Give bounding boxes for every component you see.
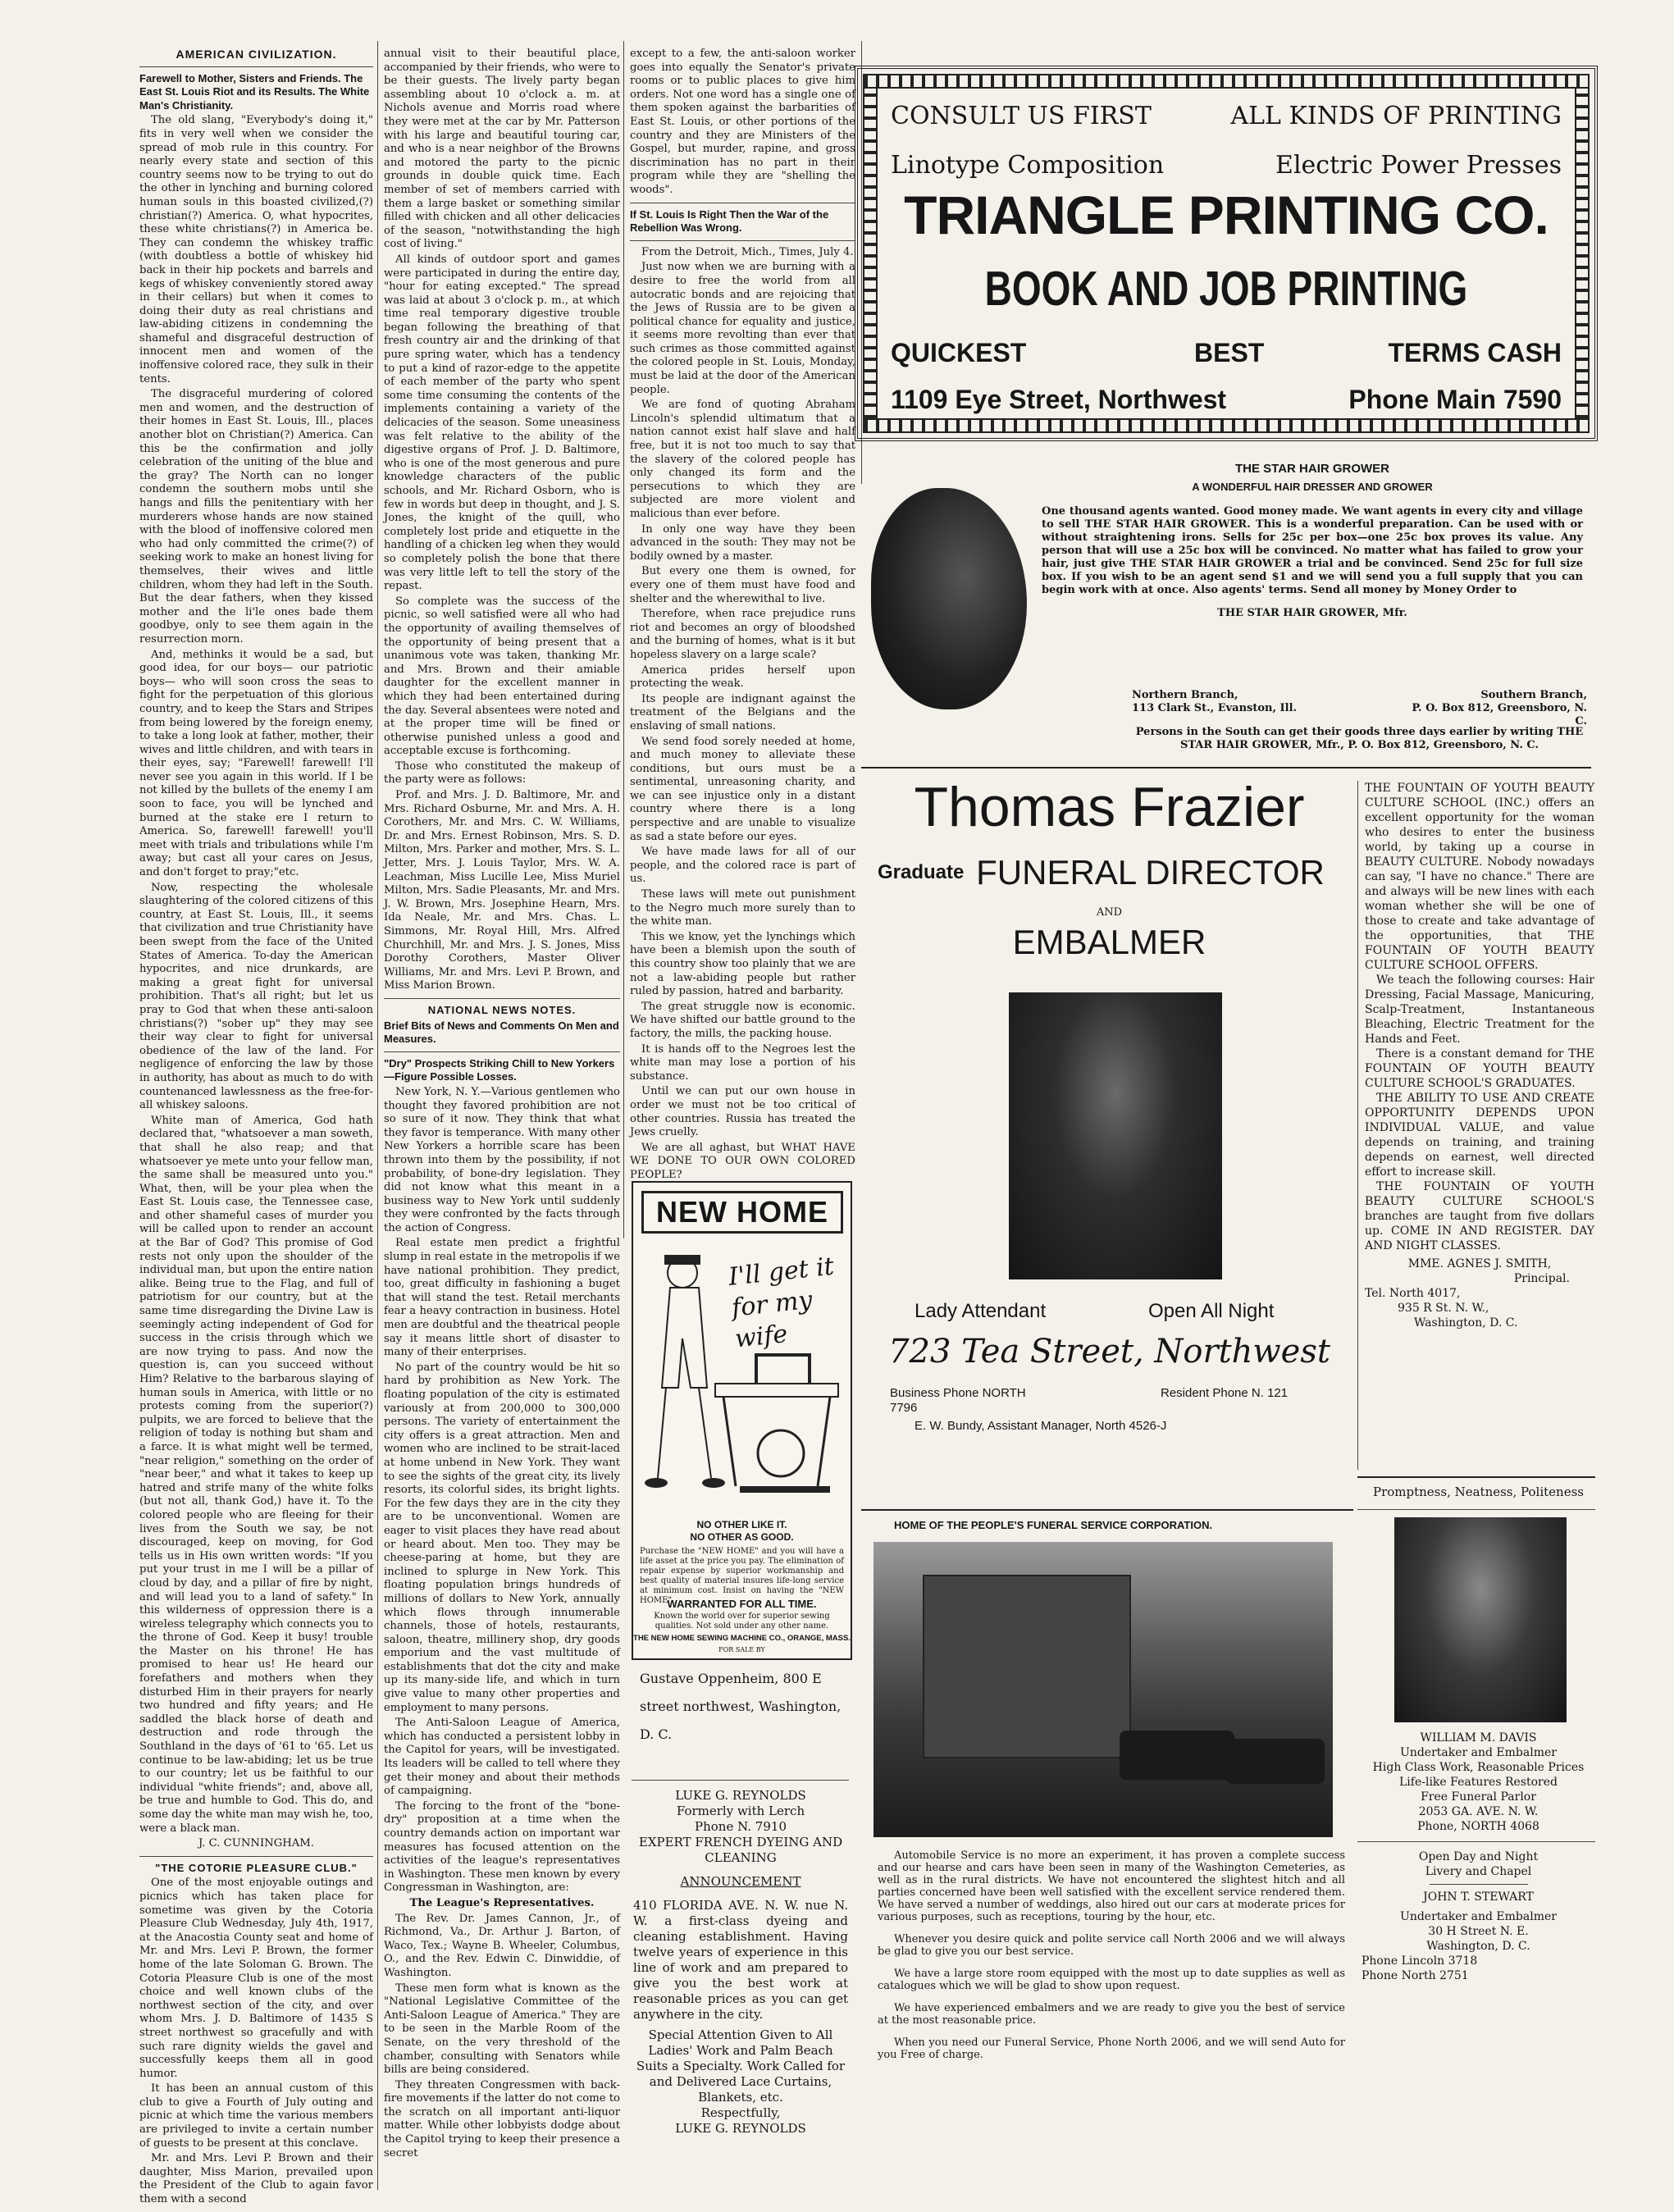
paragraph: We send food sorely needed at home, and much money to alleviate these conditions, but ours must be a sentimental, unreasoning charity, and we can see injustice only in a distant country where there is a long perspective and are unable to visualize as sad a state before our eyes. bbox=[630, 735, 855, 843]
stewart-line: Undertaker and Embalmer bbox=[1400, 1910, 1557, 1923]
star-southern-branch bbox=[1403, 689, 1587, 728]
newhome-forsale: FOR SALE BY bbox=[718, 1646, 765, 1653]
reynolds-closing: Respectfully, bbox=[700, 2105, 781, 2120]
branch-address: P. O. Box 812, Greensboro, N. C. bbox=[1412, 702, 1587, 727]
frazier-name: Thomas Frazier bbox=[914, 776, 1305, 838]
branch-label: Northern Branch, bbox=[1132, 689, 1238, 701]
article-subheading: Brief Bits of News and Comments On Men and Measures. bbox=[384, 1019, 619, 1046]
paragraph: When you need our Funeral Service, Phone North 2006, and we will send Auto for you Free of charge. bbox=[878, 2036, 1345, 2061]
paragraph: Automobile Service is no more an experiment, it has proven a complete success and our hearse and cars have been seen in many of the Washington Cemeteries, as well as in the rural districts. We have not encountered the slightest hitch and all parties concerned have been well satisfied with the excellent service rendered them. We have served a number of weddings, also hired out our cars at moderate prices for various purposes, such as receptions, touring by the hour, etc. bbox=[878, 1849, 1345, 1923]
divider bbox=[632, 1780, 849, 1781]
paragraph: The great struggle now is economic. We have shifted our battle ground to the factory, the mills, the packing house. bbox=[630, 1000, 855, 1040]
reynolds-line: Formerly with Lerch bbox=[676, 1804, 805, 1818]
stewart-phone: Phone North 2751 bbox=[1362, 1969, 1469, 1982]
paragraph: These men form what is known as the "National Legislative Committee of the Anti-Saloon League of America." They are to be seen in the Marble Room of the Senate, on the very threshold of the chamber, consulting with Senators while bills are being considered. bbox=[384, 1982, 620, 2077]
paragraph: Prof. and Mrs. J. D. Baltimore, Mr. and Mrs. Richard Osburne, Mr. and Mrs. A. H. Corothers, Mr. and Mrs. C. W. Williams, Dr. and Mrs. Ernest Robinson, Mrs. S. D. Milton, Mrs. Parker and mother, Mrs. S. L. Jetter, Mrs. J. Louis Taylor, Mrs. W. A. Leachman, Miss Lucille Lee, Miss Muriel Milton, Mrs. Sadie Pleasants, Mr. and Mrs. J. W. Brown, Mrs. Josephine Hearn, Mrs. Ida Neale, Mr. and Mrs. Chas. L. Simmons, Mr. Royal Hill, Mrs. Alfred Churchhill, Mr. and Mrs. J. S. Jones, Miss Dorothy Corothers, Master Oliver Williams, Mr. and Mrs. Levi P. Brown, and Miss Marion Brown. bbox=[384, 789, 620, 992]
hair-grower-portrait bbox=[871, 488, 1027, 709]
reynolds-signature: LUKE G. REYNOLDS bbox=[675, 2121, 806, 2136]
ornamental-border bbox=[1575, 87, 1590, 420]
triangle-tagline: ALL KINDS OF PRINTING bbox=[1230, 102, 1562, 130]
divider bbox=[861, 767, 1591, 768]
paragraph: One of the most enjoyable outings and picnics which has taken place for sometime was given by the Cotoria Pleasure Club Wednesday, July 4th, 1917, at the Anacostia County seat and home of Mr. and Mrs. Levi P. Brown, the former home of the late Soloman G. Brown. The Cotoria Pleasure Club is one of the most choice and well known clubs of the northwest section of the city, and over whom Mrs. J. D. Baltimore of 1435 S street northwest so gracefully and with such rare dignity wields the gavel and successfully keeps them all in good humor. bbox=[139, 1877, 373, 2080]
paragraph: All kinds of outdoor sport and games were participated in during the entire day, "hour for eating excepted." The spread was laid at about 3 o'clock p. m., at which time real temporary digestive trouble began following the breathing of that fresh country air and the drinking of that pure spring water, which has a tendency to put a kind of razor-edge to the appetite of each member of the party who spent some time consuming the contents of the implements containing a variety of the delicacies of the season. Some uneasiness was felt relative to the ability of the digestive organs of Prof. J. D. Baltimore, who is one of the most generous and pure knowledge characters of the public schools, and Mr. Richard Osborn, who is few in words but deep in thought, and J. S. Jones, the knight of the quill, who completely lost pride and etiquette in the handling of a chicken leg when they would so completely polish the bone that there was very little left to tell the story of the repast. bbox=[384, 253, 620, 593]
davis-portrait bbox=[1394, 1517, 1567, 1722]
newhome-body: Purchase the "NEW HOME" and you will have a life asset at the price you pay. The elimination of repair expense by superior workmanship and best quality of material insures life-long service at minimum cost. Insist on having the "NEW HOME". bbox=[640, 1547, 844, 1605]
article-heading: NATIONAL NEWS NOTES. bbox=[427, 1003, 577, 1016]
paragraph: There is a constant demand for THE FOUNTAIN OF YOUTH BEAUTY CULTURE SCHOOL'S GRADUATES. bbox=[1365, 1047, 1594, 1090]
frazier-and: AND bbox=[1096, 906, 1123, 919]
frazier-lady: Lady Attendant bbox=[915, 1300, 1047, 1322]
divider bbox=[861, 1509, 1353, 1511]
reynolds-announcement: ANNOUNCEMENT bbox=[680, 1874, 801, 1889]
building-shape bbox=[923, 1575, 1131, 1758]
paragraph: In only one way have they been advanced in the south: They may not be bodily owned by a master. bbox=[630, 522, 855, 563]
ornamental-border bbox=[863, 87, 878, 420]
triangle-feature: BEST bbox=[1194, 338, 1265, 367]
davis-line: Life-like Features Restored bbox=[1399, 1776, 1558, 1789]
youth-phone: Tel. North 4017, bbox=[1365, 1287, 1461, 1300]
frazier-business-phone: Business Phone NORTH 7796 bbox=[890, 1386, 1026, 1415]
branch-label: Southern Branch, bbox=[1480, 689, 1587, 701]
paragraph: The Rev. Dr. James Cannon, Jr., of Richmond, Va., Dr. Arthur J. Barton, of Waco, Tex.; Wayne B. Wheeler, Columbus, O., and the Rev. Edwin C. Dinwiddie, of Washington. bbox=[384, 1912, 620, 1979]
paragraph: The forcing to the front of the "bone-dry" proposition at a time when the country demands action on important war measures has focused attention on the activities of the league's representatives in Washington. These men known by every Congressman in Washington, are: bbox=[384, 1799, 620, 1895]
paragraph: We have experienced embalmers and we are ready to give you the best of service at the most reasonable price. bbox=[878, 2002, 1345, 2027]
paragraph: So complete was the success of the picnic, so well satisfied were all who had the opportunity of availing themselves of the opportunity of being present that a unanimous vote was taken, thanking Mr. and Mrs. Brown and their amiable daughter for the excellent manner in which they had been entertained during the day. Several absentees were noted and at the proper time will be fined or otherwise punished unless a good and acceptable excuse is forthcoming. bbox=[384, 595, 620, 758]
paragraph: New York, N. Y.—Various gentlemen who thought they favored prohibition are not so sure of it now. They think that what they favor is temperance. With many other New Yorkers a horrible scare has been thrown into them by the possibility, if not probability, of bone-dry legislation. They did not know what this meant in a business way to New York until suddenly they were confronted by the facts through the action of Congress. bbox=[384, 1085, 620, 1234]
stewart-line: Livery and Chapel bbox=[1425, 1865, 1532, 1878]
triangle-phone: Phone Main 7590 bbox=[1348, 385, 1562, 414]
star-title: THE STAR HAIR GROWER bbox=[1234, 462, 1390, 476]
paragraph: They threaten Congressmen with back-fire movements if the latter do not come to the scratch on all important anti-liquor matter. While other lobbyists dodge about the Capitol trying to keep their presence a secret bbox=[384, 2078, 620, 2160]
star-body: One thousand agents wanted. Good money made. We want agents in every city and village to sell THE STAR HAIR GROWER. This is a wonderful preparation. Can be used with or without straightening irons. Sells for 25c per box—one 25c box proves its value. Any person that will use a 25c box will be convinced. No matter what has failed to grow your hair, just give THE STAR HAIR GROWER a trial and be convinced. Send 25c for full size box. If you wish to be an agent send $1 and we will send you a full supply that you can begin work with at once. Also agents' terms. Send all money by Money Order to bbox=[1042, 505, 1583, 596]
peoples-heading: HOME OF THE PEOPLE'S FUNERAL SERVICE CORPORATION. bbox=[894, 1519, 1213, 1531]
article-subheading: Farewell to Mother, Sisters and Friends. The East St. Louis Riot and its Results. The White Man's Christianity. bbox=[139, 71, 370, 112]
paragraph: These laws will mete out punishment to the Negro much more surely than to the white man. bbox=[630, 888, 855, 928]
column-1 bbox=[139, 48, 373, 2206]
star-company: THE STAR HAIR GROWER, Mfr. bbox=[1217, 607, 1407, 619]
paragraph: The Anti-Saloon League of America, which has conducted a persistent lobby in the Capitol for years, will be investigated. Its leaders will be called to tell where they get their money and about their methods of campaigning. bbox=[384, 1717, 620, 1798]
paragraph: Just now when we are burning with a desire to free the world from all autocratic bonds and are rejoicing that the Jews of Russia are to be given a political chance for equality and justice, it seems more revolting than ever that such crimes as those committed against the colored people in St. Louis, Monday, must be laid at the door of the American people. bbox=[630, 261, 855, 396]
column-2 bbox=[384, 48, 620, 2196]
paragraph: Until we can put our own house in order we must not be too critical of other countries. Russia has treated the Jews cruelly. bbox=[630, 1085, 855, 1139]
paragraph: except to a few, the anti-saloon worker goes into equally the Senator's private rooms or to public places to give him orders. Not one word has a single one of them spoken against the barbarities of East St. Louis, or other portions of the country and they are Ministers of the Gospel, but murder, rapine, and gross discrimination has no part in their program while they are "shelling the woods". bbox=[630, 48, 855, 196]
reynolds-body: 410 FLORIDA AVE. N. W. nue N. W. a first-class dyeing and cleaning establishment. Having twelve years of experience in this line of work and am prepared to give you the best work at reasonable prices as you can get anywhere in the city. bbox=[633, 1898, 848, 2022]
divider bbox=[384, 1051, 620, 1052]
divider bbox=[384, 998, 620, 999]
fountain-of-youth-ad bbox=[1357, 781, 1594, 1470]
funeral-home-photo bbox=[873, 1542, 1333, 1837]
star-hair-ad bbox=[1042, 459, 1583, 643]
paragraph: We are all aghast, but WHAT HAVE WE DONE TO OUR OWN COLORED PEOPLE? bbox=[630, 1141, 855, 1181]
article-heading: AMERICAN CIVILIZATION. bbox=[176, 48, 337, 61]
triangle-address: 1109 Eye Street, Northwest bbox=[891, 385, 1227, 414]
triangle-feature: TERMS CASH bbox=[1388, 338, 1562, 367]
davis-ad bbox=[1362, 1731, 1595, 1834]
reynolds-phone: Phone N. 7910 bbox=[695, 1819, 787, 1834]
paragraph: annual visit to their beautiful place, accompanied by their friends, who were to be their guests. The lively party began assembling about 10 o'clock a. m. at Nichols avenue and Morris road where they were met at the car by Mr. Patterson with his large and beautiful touring car, and who is a near neighbor of the Browns and motored the party to the picnic grounds in double quick time. Each member of set of members carried with them a large basket or something similar filled with chicken and all other delicacies of the season, "notwithstanding the high cost of living." bbox=[384, 48, 620, 251]
paragraph: THE FOUNTAIN OF YOUTH BEAUTY CULTURE SCHOOL (INC.) offers an excellent opportunity for the woman who desires to enter the business world, by taking up a course in BEAUTY CULTURE. Nobody nowadays can say, "I have no chance." There are and always will be new lines with each woman whether she will be one of those to create and take advantage of the opportunities, that THE FOUNTAIN OF YOUTH BEAUTY CULTURE SCHOOL OFFERS. bbox=[1365, 782, 1594, 972]
youth-signature: MME. AGNES J. SMITH, bbox=[1407, 1257, 1552, 1270]
frazier-ad bbox=[869, 775, 1349, 1505]
column-rule bbox=[377, 41, 378, 2190]
paragraph: Mr. and Mrs. Levi P. Brown and their daughter, Miss Marion, prevailed upon the President of the Club to again favor them with a second bbox=[139, 2152, 373, 2206]
frazier-portrait bbox=[1009, 992, 1222, 1279]
paragraph: It has been an annual custom of this club to give a Fourth of July outing and picnic at which time the various members are privileged to invite a certain number of guests to be present at this conclave. bbox=[139, 2082, 373, 2150]
frazier-embalmer: EMBALMER bbox=[1012, 923, 1206, 961]
triangle-tagline: CONSULT US FIRST bbox=[891, 102, 1152, 130]
paragraph: Real estate men predict a frightful slump in real estate in the metropolis if we have national prohibition. They predict, too, great difficulty in fashioning a buget that will stand the test. Retail merchants fear a heavy contraction in business. Hotel men are doubtful and the theatrical people say it means little short of disaster to many of their enterprises. bbox=[384, 1237, 620, 1359]
divider bbox=[1430, 1884, 1528, 1885]
column-3 bbox=[630, 48, 855, 1181]
paragraph: Those who constituted the makeup of the party were as follows: bbox=[384, 759, 620, 787]
paragraph: The old slang, "Everybody's doing it," fits in very well when we consider the spread of mob rule in this country. For nearly every state and section of this country seems now to be trying to out do the other in lynching and burning colored human souls in this boasted civilized,(?) christian(?) America. O, what hypocrites, these white christians(?) in America be. They can condemn the whiskey traffic (with doubtless a bottle of whiskey hid back in their hip pockets and barrels and kegs of whiskey conveniently stored away in their cellars) but when it comes to doing their duty as real christians and law-abiding citizens in condemning the shameful and disgraceful destruction of innocent men and women of the inoffensive colored race, they sulk in their tents. bbox=[139, 114, 373, 385]
car-shape bbox=[1120, 1731, 1234, 1780]
newhome-title: NEW HOME bbox=[641, 1191, 843, 1234]
paragraph: The disgraceful murdering of colored men and women, and the destruction of their homes in East St. Louis, Ill., places another blot on Christian(?) America. Can this be the confirmation and jolly celebration of the uniting of the blue and the gray? The North can no longer condemn the southern mobs until she hangs and fills the penitentiary with her murderers whose hands are now stained with the blood of inoffensive colored men who had only committed the crime(?) of seeking work to make an honest living for themselves, their wives and little children, whom they had left in the South. But the dear fathers, when they kissed mother and the li'le ones bade them goodbye, only to see them again in the resurrection morn. bbox=[139, 388, 373, 645]
paragraph: Whenever you desire quick and polite service call North 2006 and we will always be glad to give you our best service. bbox=[878, 1933, 1345, 1958]
davis-line: Free Funeral Parlor bbox=[1421, 1790, 1536, 1804]
paragraph: Now, respecting the wholesale slaughtering of the colored citizens of this country, at East St. Louis, Ill., it seems that civilization and true Christianity have been swept from the face of the United States of America. To-day the American hypocrites, and nice drunkards, are making a great fight for universal prohibition. That's all right; but let us pray to God that when these anti-saloon christians(?) "sober up" they may see their way clear to fight for universal obedience of the law of the land. For negligence of enforcing the law by those in authority, has about as much to do with countenanced lawlessness as the free-for-all whiskey saloons. bbox=[139, 881, 373, 1112]
youth-address: 935 R St. N. W., bbox=[1398, 1302, 1489, 1315]
newhome-ad bbox=[632, 1181, 852, 1660]
newhome-slogan: I'll get it for my wife bbox=[727, 1252, 836, 1354]
divider bbox=[139, 1856, 373, 1857]
triangle-service: Linotype Composition bbox=[891, 151, 1165, 180]
divider bbox=[1357, 1476, 1595, 1478]
stewart-ad bbox=[1362, 1849, 1595, 1983]
byline: J. C. CUNNINGHAM. bbox=[198, 1837, 314, 1850]
paragraph: We are fond of quoting Abraham Lincoln's splendid ultimatum that a nation cannot exist half slave and half free, but it is not too much to say that the slavery of the colored people has only changed its form and the persecutions to which they are subjected are more violent and malicious than ever before. bbox=[630, 399, 855, 520]
paragraph: White man of America, God hath declared that, "whatsoever a man soweth, that shall he also reap; and that whatsoever ye mete unto your fellow man, the same shall be measured unto you." What, then, will be your plea when the East St. Louis case, the Tennessee case, and other shameful cases of murder you will be called upon to render an account at the Bar of God? This promise of God rests not only upon the shoulder of the individual man, but upon the entire nation alike. Being true to the Flag, and full of patriotism for our country, but at the same time disregarding the Divine Law is seemingly acting independent of God for success in the crisis through which we are now trying to pass. And now the question is, can you succeed without Him? Relative to the barbarous slaying of human souls in America, with little or no protests coming from the superior(?) pulpits, we are forced to believe that the religion of today is nothing but sham and a farce. It is what might well be termed, "near religion," something on the order of "near beer," and what it takes to keep up hatred and strife many of the white folks (but not all, thank God,) have it. To the colored people who are fleeing for their lives from the South we say, be not discouraged, keep on moving, for God tells us in His own written words: "If you put your trust in me I will be a pillar of cloud by day, and a pillar of fire by night, and will lead you to a land of safety." In this wilderness of oppression there is a wireless telegraphy which connects you to the throne of God. Keep it busy! trouble the Master on his throne! He has promised to hear us! He heard our forefathers and mothers when they disturbed Him in their prayers for nearly two hundred and fifty years; and He saddled the black horse of death and destruction and rode through the Southland in the days of '61 to '65. Let us continue to be law-abiding; let us be true to our country; let us be faithful to our individual "white friends"; and, above all, be true and humble to God. This do, and some day the white man may wish he, too, were a black man. bbox=[139, 1114, 373, 1835]
triangle-printing-ad bbox=[855, 66, 1598, 441]
divider bbox=[1357, 1509, 1595, 1510]
reynolds-name: LUKE G. REYNOLDS bbox=[675, 1788, 806, 1803]
star-subtitle: A WONDERFUL HAIR DRESSER AND GROWER bbox=[1192, 481, 1433, 493]
newhome-known: Known the world over for superior sewing qualities. Not sold under any other name. bbox=[654, 1612, 830, 1630]
paragraph: THE FOUNTAIN OF YOUTH BEAUTY CULTURE SCHOOL'S branches are taught from five dollars up. COME IN AND REGISTER. DAY AND NIGHT CLASSES. bbox=[1365, 1180, 1594, 1252]
article-subheading: "Dry" Prospects Striking Chill to New Yorkers—Figure Possible Losses. bbox=[384, 1056, 615, 1083]
newhome-dealer: Gustave Oppenheim, 800 E street northwest, Washington, D. C. bbox=[640, 1671, 842, 1742]
youth-city: Washington, D. C. bbox=[1414, 1316, 1518, 1329]
stewart-phone: Phone Lincoln 3718 bbox=[1362, 1954, 1478, 1968]
divider bbox=[139, 66, 373, 67]
paragraph: No part of the country would be hit so hard by prohibition as New York. The floating population of the city is estimated variously at from 200,000 to 300,000 persons. The variety of entertainment the city offers is a great attraction. Men and women who are inclined to be strait-laced at home unbend in New York. They want to see the sights of the great city, its lively resorts, its colorful sides, its bright lights. For the few days they are in the city they are to be unconventional. Women are eager to visit places they have read about or heard about. Men too. They may be cheese-paring at home, but they are inclined to splurge in New York. This floating population brings hundreds of millions of dollars to New York, annually which flows through innumerable channels, those of hotels, restaurants, saloon, theatre, millinery shop, dry goods emporium and the vast multitude of establishments that dot the city and make up its many-side life, and which in turn give value to many other properties and employment to many persons. bbox=[384, 1361, 620, 1714]
paragraph: This we know, yet the lynchings which have been a blemish upon the south of this country show too plainly that we are not a law-abiding people but rather ruled by passion, hatred and barbarity. bbox=[630, 930, 855, 998]
paragraph: Its people are indignant against the treatment of the Belgians and the enslaving of small nations. bbox=[630, 692, 855, 732]
ornamental-border bbox=[863, 74, 1590, 89]
article-heading: "THE COTORIE PLEASURE CLUB." bbox=[155, 1861, 358, 1874]
paragraph: We teach the following courses: Hair Dressing, Facial Massage, Manicuring, Scalp-Treatment, Instantaneous Bleaching, Electric Treatment for the Hands and Feet. bbox=[1365, 974, 1594, 1046]
davis-line: Undertaker and Embalmer bbox=[1400, 1746, 1557, 1759]
divider bbox=[1357, 1841, 1595, 1842]
paragraph: It is hands off to the Negroes lest the white man may lose a portion of his substance. bbox=[630, 1042, 855, 1083]
paragraph: America prides herself upon protecting the weak. bbox=[630, 664, 855, 691]
newhome-tagline: NO OTHER AS GOOD. bbox=[690, 1531, 794, 1543]
column-rule bbox=[623, 41, 624, 1238]
stewart-city: Washington, D. C. bbox=[1426, 1940, 1530, 1953]
triangle-company-name: TRIANGLE PRINTING CO. bbox=[904, 185, 1549, 245]
reynolds-ad bbox=[633, 1788, 848, 2137]
star-northern-branch bbox=[1132, 689, 1297, 715]
section-heading: The League's Representatives. bbox=[409, 1896, 595, 1909]
car-shape bbox=[1226, 1739, 1325, 1784]
davis-address: 2053 GA. AVE. N. W. bbox=[1418, 1805, 1539, 1818]
frazier-graduate: Graduate bbox=[878, 861, 965, 883]
branch-address: 113 Clark St., Evanston, Ill. bbox=[1132, 702, 1298, 714]
paragraph: We have a large store room equipped with the most up to date supplies as well as catalogues which we will be glad to show upon request. bbox=[878, 1968, 1345, 1992]
article-source: From the Detroit, Mich., Times, July 4. bbox=[641, 245, 854, 258]
stewart-name: JOHN T. STEWART bbox=[1423, 1890, 1534, 1904]
triangle-service: Electric Power Presses bbox=[1275, 151, 1562, 180]
frazier-title: FUNERAL DIRECTOR bbox=[976, 853, 1325, 892]
paragraph: Therefore, when race prejudice runs riot and becomes an orgy of bloodshed and the burning of homes, what is it but hopeless slavery on a large scale? bbox=[630, 608, 855, 661]
davis-slogan: Promptness, Neatness, Politeness bbox=[1372, 1485, 1584, 1499]
paragraph: But every one them is owned, for every one of them must have food and shelter and the wherewithal to live. bbox=[630, 565, 855, 605]
reynolds-service: EXPERT FRENCH DYEING AND CLEANING bbox=[638, 1835, 843, 1865]
paragraph: THE ABILITY TO USE AND CREATE OPPORTUNITY DEPENDS UPON INDIVIDUAL VALUE, and value depends on training, and training depends on earnest, well directed effort to increase skill. bbox=[1365, 1092, 1594, 1179]
frazier-resident-phone: Resident Phone N. 121 bbox=[1161, 1386, 1289, 1400]
frazier-open: Open All Night bbox=[1148, 1300, 1275, 1322]
triangle-headline: BOOK AND JOB PRINTING bbox=[984, 260, 1468, 316]
triangle-feature: QUICKEST bbox=[891, 338, 1027, 367]
stewart-line: Open Day and Night bbox=[1418, 1850, 1539, 1863]
youth-title: Principal. bbox=[1513, 1272, 1570, 1285]
ornamental-border bbox=[863, 418, 1590, 433]
frazier-assistant: E. W. Bundy, Assistant Manager, North 4526-J bbox=[915, 1419, 1167, 1433]
divider bbox=[630, 240, 855, 241]
paragraph: And, methinks it would be a sad, but good idea, for our boys— our patriotic boys— who will soon cross the seas to fight for the perpetuation of this glorious country, and to keep the Stars and Stripes from being lowered by the foreign enemy, to take a long look at father, mother, their wives and little children, and with tears in their eyes, say; "Farewell! farewell! I'll never see you again in this world. If I be not killed by the bullets of the enemy I am soon to face, you will be lynched and burned at the stake ere I return to America. So, farewell! farewell! you'll meet with trials and tribulations while I'm away; but cast all your cares on Jesus, and don't forget to pray;"etc. bbox=[139, 648, 373, 879]
newhome-maker: THE NEW HOME SEWING MACHINE CO., ORANGE, MASS. bbox=[633, 1634, 851, 1643]
stewart-address: 30 H Street N. E. bbox=[1428, 1925, 1529, 1938]
davis-phone: Phone, NORTH 4068 bbox=[1417, 1820, 1539, 1833]
article-subheading: If St. Louis Is Right Then the War of the Rebellion Was Wrong. bbox=[630, 208, 829, 235]
newhome-tagline: NO OTHER LIKE IT. bbox=[696, 1519, 787, 1530]
star-footnote: Persons in the South can get their goods three days earlier by writing THE STAR HAIR GROWER, Mfr., P. O. Box 812, Greensboro, N. C. bbox=[1135, 726, 1584, 751]
davis-line: High Class Work, Reasonable Prices bbox=[1372, 1761, 1585, 1774]
paragraph: We have made laws for all of our people, and the colored race is part of us. bbox=[630, 846, 855, 886]
peoples-body bbox=[878, 1849, 1345, 2061]
newhome-warranty: WARRANTED FOR ALL TIME. bbox=[667, 1598, 817, 1610]
frazier-address: 723 Tea Street, Northwest bbox=[888, 1333, 1330, 1371]
reynolds-special: Special Attention Given to All Ladies' Work and Palm Beach Suits a Specialty. Work Called for and Delivered Lace Curtains, Blankets, etc. bbox=[636, 2027, 846, 2105]
davis-name: WILLIAM M. DAVIS bbox=[1420, 1731, 1537, 1745]
